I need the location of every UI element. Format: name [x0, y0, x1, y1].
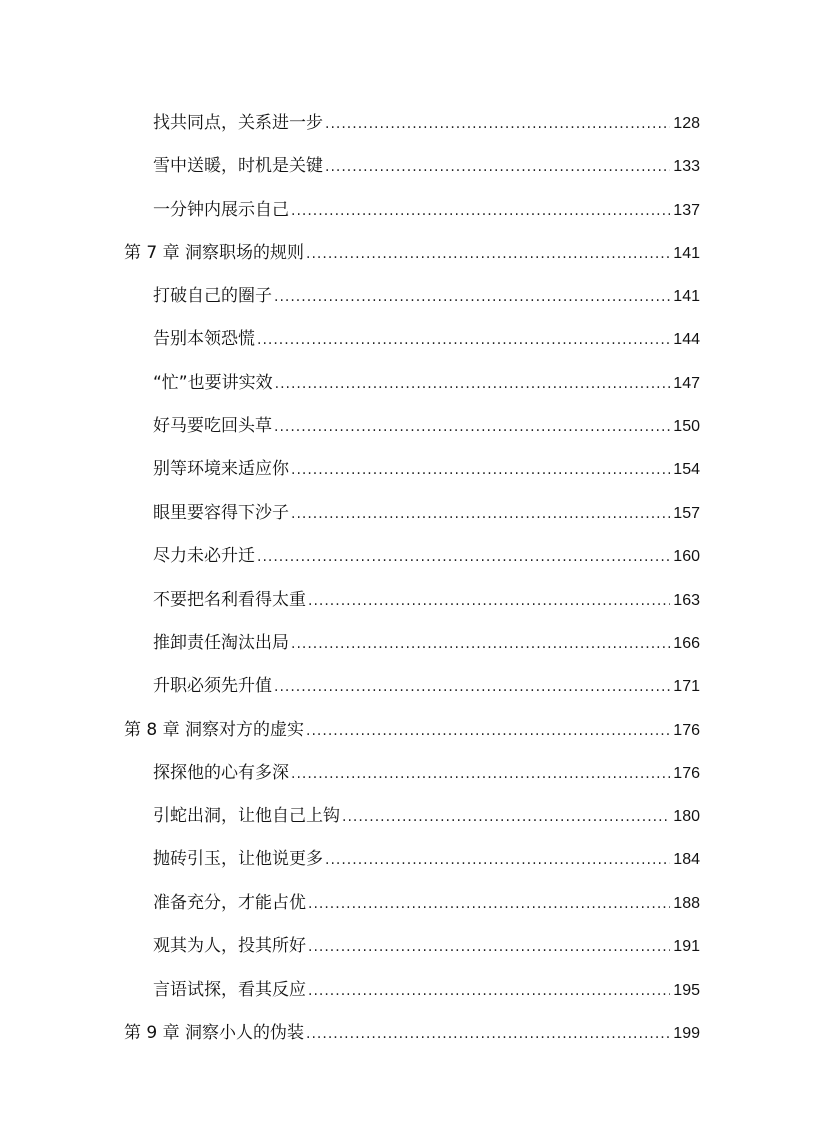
- toc-entry-title: 探探他的心有多深: [153, 763, 289, 783]
- toc-entry-title: 升职必须先升值: [153, 676, 272, 696]
- toc-dot-leader: [291, 629, 670, 659]
- toc-entry-title: 告别本领恐慌: [153, 329, 255, 349]
- toc-dot-leader: [291, 455, 670, 485]
- toc-page-number: 147: [673, 375, 700, 392]
- toc-entry[interactable]: [153, 844, 700, 874]
- toc-dot-leader: [274, 282, 670, 312]
- toc-dot-leader: [291, 499, 670, 529]
- toc-page-number: 144: [673, 331, 700, 348]
- toc-page-number: 150: [673, 418, 700, 435]
- toc-page-number: 141: [673, 245, 700, 262]
- toc-page-number: 176: [673, 765, 700, 782]
- toc-dot-leader: [291, 196, 670, 226]
- toc-entry[interactable]: [153, 888, 700, 918]
- toc-entry[interactable]: [153, 801, 700, 831]
- toc-entry-title: 雪中送暖，时机是关键: [153, 156, 323, 176]
- toc-entry[interactable]: [153, 671, 700, 701]
- toc-dot-leader: [325, 152, 670, 182]
- toc-entry[interactable]: [153, 541, 700, 571]
- toc-entry-title: 眼里要容得下沙子: [153, 503, 289, 523]
- toc-entry-title: 好马要吃回头草: [153, 416, 272, 436]
- toc-entry[interactable]: [153, 931, 700, 961]
- toc-dot-leader: [308, 586, 670, 616]
- toc-dot-leader: [306, 716, 670, 746]
- toc-chapter-entry[interactable]: [124, 1018, 700, 1048]
- toc-entry-title: 言语试探，看其反应: [153, 980, 306, 1000]
- toc-entry[interactable]: [153, 324, 700, 354]
- toc-dot-leader: [308, 976, 670, 1006]
- toc-dot-leader: [306, 1019, 670, 1049]
- toc-dot-leader: [325, 109, 670, 139]
- toc-chapter-entry[interactable]: [124, 238, 700, 268]
- toc-page-number: 195: [673, 982, 700, 999]
- toc-entry-title: 一分钟内展示自己: [153, 200, 289, 220]
- toc-dot-leader: [306, 239, 670, 269]
- toc-entry-title: 别等环境来适应你: [153, 459, 289, 479]
- toc-page-number: 133: [673, 158, 700, 175]
- toc-entry[interactable]: [153, 585, 700, 615]
- toc-page-number: 171: [673, 678, 700, 695]
- toc-page-number: 141: [673, 288, 700, 305]
- toc-entry-title: 抛砖引玉，让他说更多: [153, 849, 323, 869]
- toc-entry[interactable]: [153, 411, 700, 441]
- toc-page-number: 137: [673, 202, 700, 219]
- toc-entry[interactable]: [153, 368, 700, 398]
- toc-entry-title: 打破自己的圈子: [153, 286, 272, 306]
- toc-dot-leader: [291, 759, 670, 789]
- toc-dot-leader: [257, 325, 670, 355]
- toc-entry-title: “忙”也要讲实效: [153, 373, 273, 393]
- toc-entry-title: 不要把名利看得太重: [153, 590, 306, 610]
- toc-entry-title: 引蛇出洞，让他自己上钩: [153, 806, 340, 826]
- toc-entry-title: 观其为人，投其所好: [153, 936, 306, 956]
- toc-page-number: 157: [673, 505, 700, 522]
- toc-page-number: 180: [673, 808, 700, 825]
- toc-entry[interactable]: [153, 498, 700, 528]
- toc-dot-leader: [257, 542, 670, 572]
- toc-dot-leader: [325, 845, 670, 875]
- toc-entry[interactable]: [153, 108, 700, 138]
- toc-entry[interactable]: [153, 195, 700, 225]
- toc-entry[interactable]: [153, 454, 700, 484]
- toc-entry[interactable]: [153, 628, 700, 658]
- toc-chapter-entry[interactable]: [124, 715, 700, 745]
- toc-entry[interactable]: [153, 151, 700, 181]
- toc-dot-leader: [308, 932, 670, 962]
- toc-page-number: 176: [673, 722, 700, 739]
- toc-entry-title: 尽力未必升迁: [153, 546, 255, 566]
- toc-page-number: 160: [673, 548, 700, 565]
- toc-page-number: 163: [673, 592, 700, 609]
- toc-dot-leader: [342, 802, 670, 832]
- toc-entry[interactable]: [153, 281, 700, 311]
- toc-page-number: 166: [673, 635, 700, 652]
- toc-dot-leader: [274, 412, 670, 442]
- toc-chapter-title: 第 9 章 洞察小人的伪装: [124, 1023, 305, 1043]
- toc-page-number: 191: [673, 938, 700, 955]
- toc-entry-title: 找共同点，关系进一步: [153, 113, 323, 133]
- toc-entry-title: 推卸责任淘汰出局: [153, 633, 289, 653]
- toc-entry[interactable]: [153, 758, 700, 788]
- toc-page-number: 188: [673, 895, 700, 912]
- toc-entry-title: 准备充分，才能占优: [153, 893, 306, 913]
- toc-page-number: 199: [673, 1025, 700, 1042]
- toc-page-number: 184: [673, 851, 700, 868]
- toc-page-number: 128: [673, 115, 700, 132]
- toc-entry[interactable]: [153, 975, 700, 1005]
- toc-dot-leader: [274, 672, 670, 702]
- toc-dot-leader: [308, 889, 670, 919]
- toc-page-number: 154: [673, 461, 700, 478]
- toc-dot-leader: [275, 369, 671, 399]
- toc-chapter-title: 第 8 章 洞察对方的虚实: [124, 720, 305, 740]
- toc-chapter-title: 第 7 章 洞察职场的规则: [124, 243, 305, 263]
